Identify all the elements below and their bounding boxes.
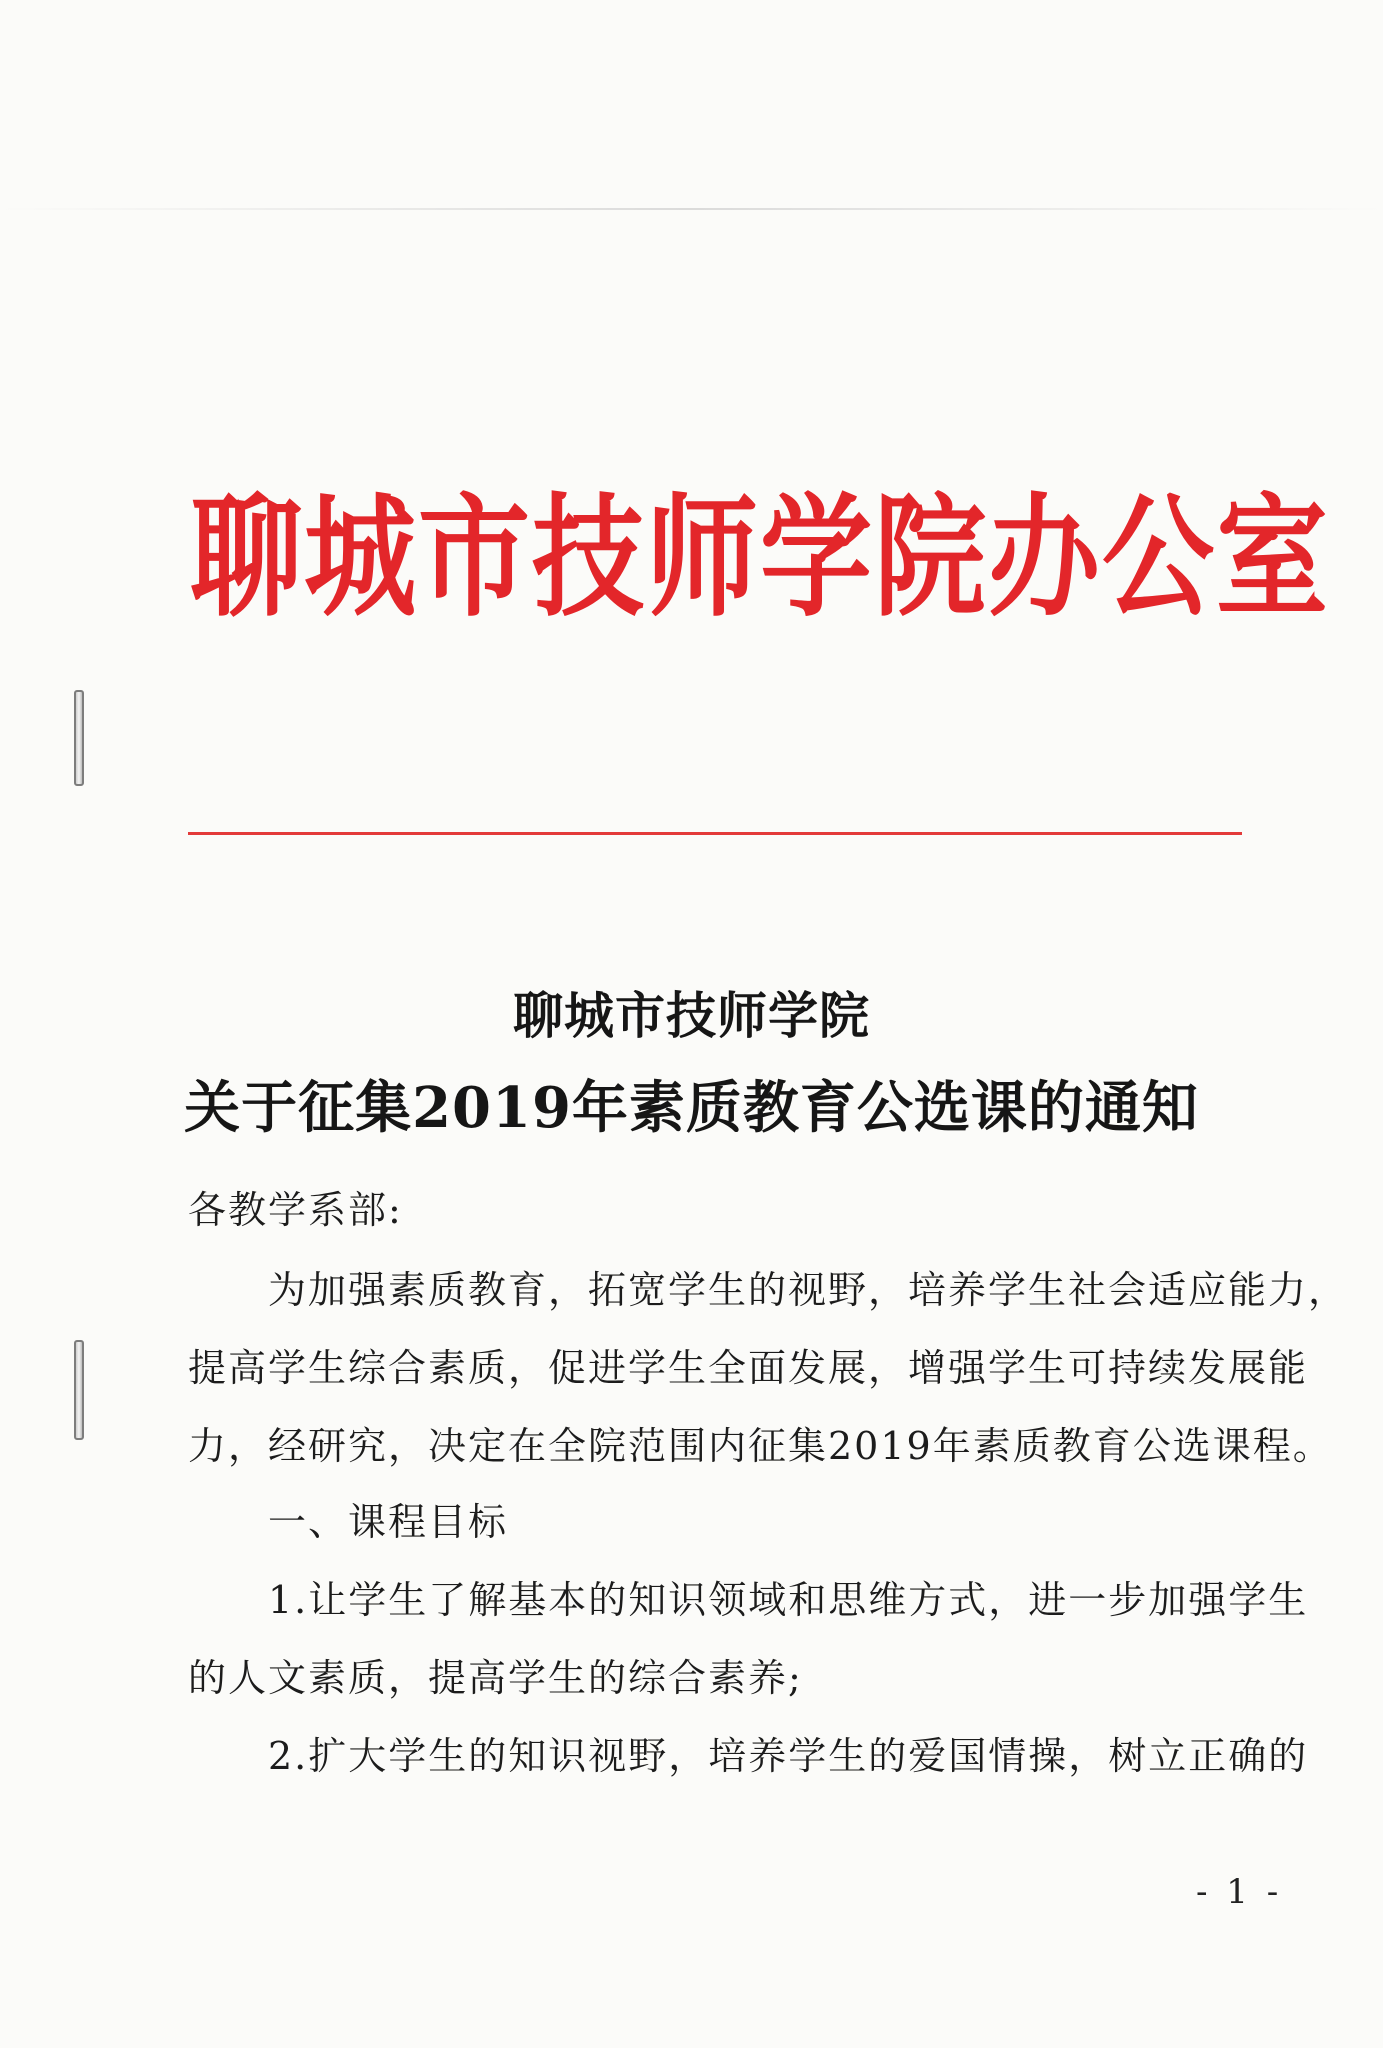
- section-heading-course-goals: 一、课程目标: [268, 1500, 509, 1544]
- document-title-line-1: 聊城市技师学院: [513, 986, 870, 1045]
- salutation: 各教学系部:: [188, 1188, 403, 1232]
- paragraph-1-line-2: 提高学生综合素质，促进学生全面发展，增强学生可持续发展能: [188, 1346, 1309, 1390]
- office-letterhead-title: 聊城市技师学院办公室: [190, 481, 1330, 636]
- item-1-line-1: 1.让学生了解基本的知识领域和思维方式，进一步加强学生: [268, 1578, 1309, 1622]
- paragraph-1-line-3: 力，经研究，决定在全院范围内征集2019年素质教育公选课程。: [188, 1424, 1333, 1468]
- page-number: - 1 -: [1196, 1872, 1283, 1912]
- letterhead-red-rule: [188, 832, 1242, 835]
- paragraph-1-line-1: 为加强素质教育，拓宽学生的视野，培养学生社会适应能力，: [268, 1268, 1349, 1312]
- document-title-line-2: 关于征集2019年素质教育公选课的通知: [184, 1075, 1199, 1141]
- item-1-line-2: 的人文素质，提高学生的综合素养;: [188, 1656, 803, 1700]
- paper-fold-line: [0, 208, 1383, 210]
- staple-top: [74, 690, 84, 786]
- staple-bottom: [74, 1340, 84, 1440]
- item-2-line-1: 2.扩大学生的知识视野，培养学生的爱国情操，树立正确的: [268, 1734, 1309, 1778]
